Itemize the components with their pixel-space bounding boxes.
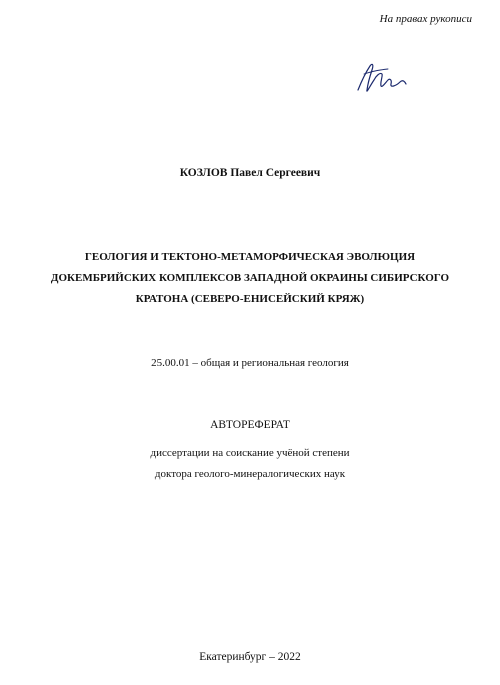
rights-note: На правах рукописи (379, 13, 472, 25)
specialty-code: 25.00.01 – общая и региональная геология (151, 357, 349, 369)
author-name: КОЗЛОВ Павел Сергеевич (179, 167, 321, 179)
document-type: АВТОРЕФЕРАТ (210, 419, 290, 431)
dissertation-title (10, 247, 490, 310)
degree-line: диссертации на соискание учёной степени (150, 447, 350, 459)
title-line: КРАТОНА (СЕВЕРО-ЕНИСЕЙСКИЙ КРЯЖ) (135, 293, 365, 305)
degree-line: доктора геолого-минералогических наук (154, 468, 346, 480)
place-and-year: Екатеринбург – 2022 (199, 651, 301, 663)
signature (352, 60, 412, 98)
degree-statement (0, 443, 500, 485)
title-line: ДОКЕМБРИЙСКИХ КОМПЛЕКСОВ ЗАПАДНОЙ ОКРАИНЫ СИБИРСКОГО (50, 272, 450, 284)
title-line: ГЕОЛОГИЯ И ТЕКТОНО-МЕТАМОРФИЧЕСКАЯ ЭВОЛЮЦИЯ (84, 251, 416, 263)
